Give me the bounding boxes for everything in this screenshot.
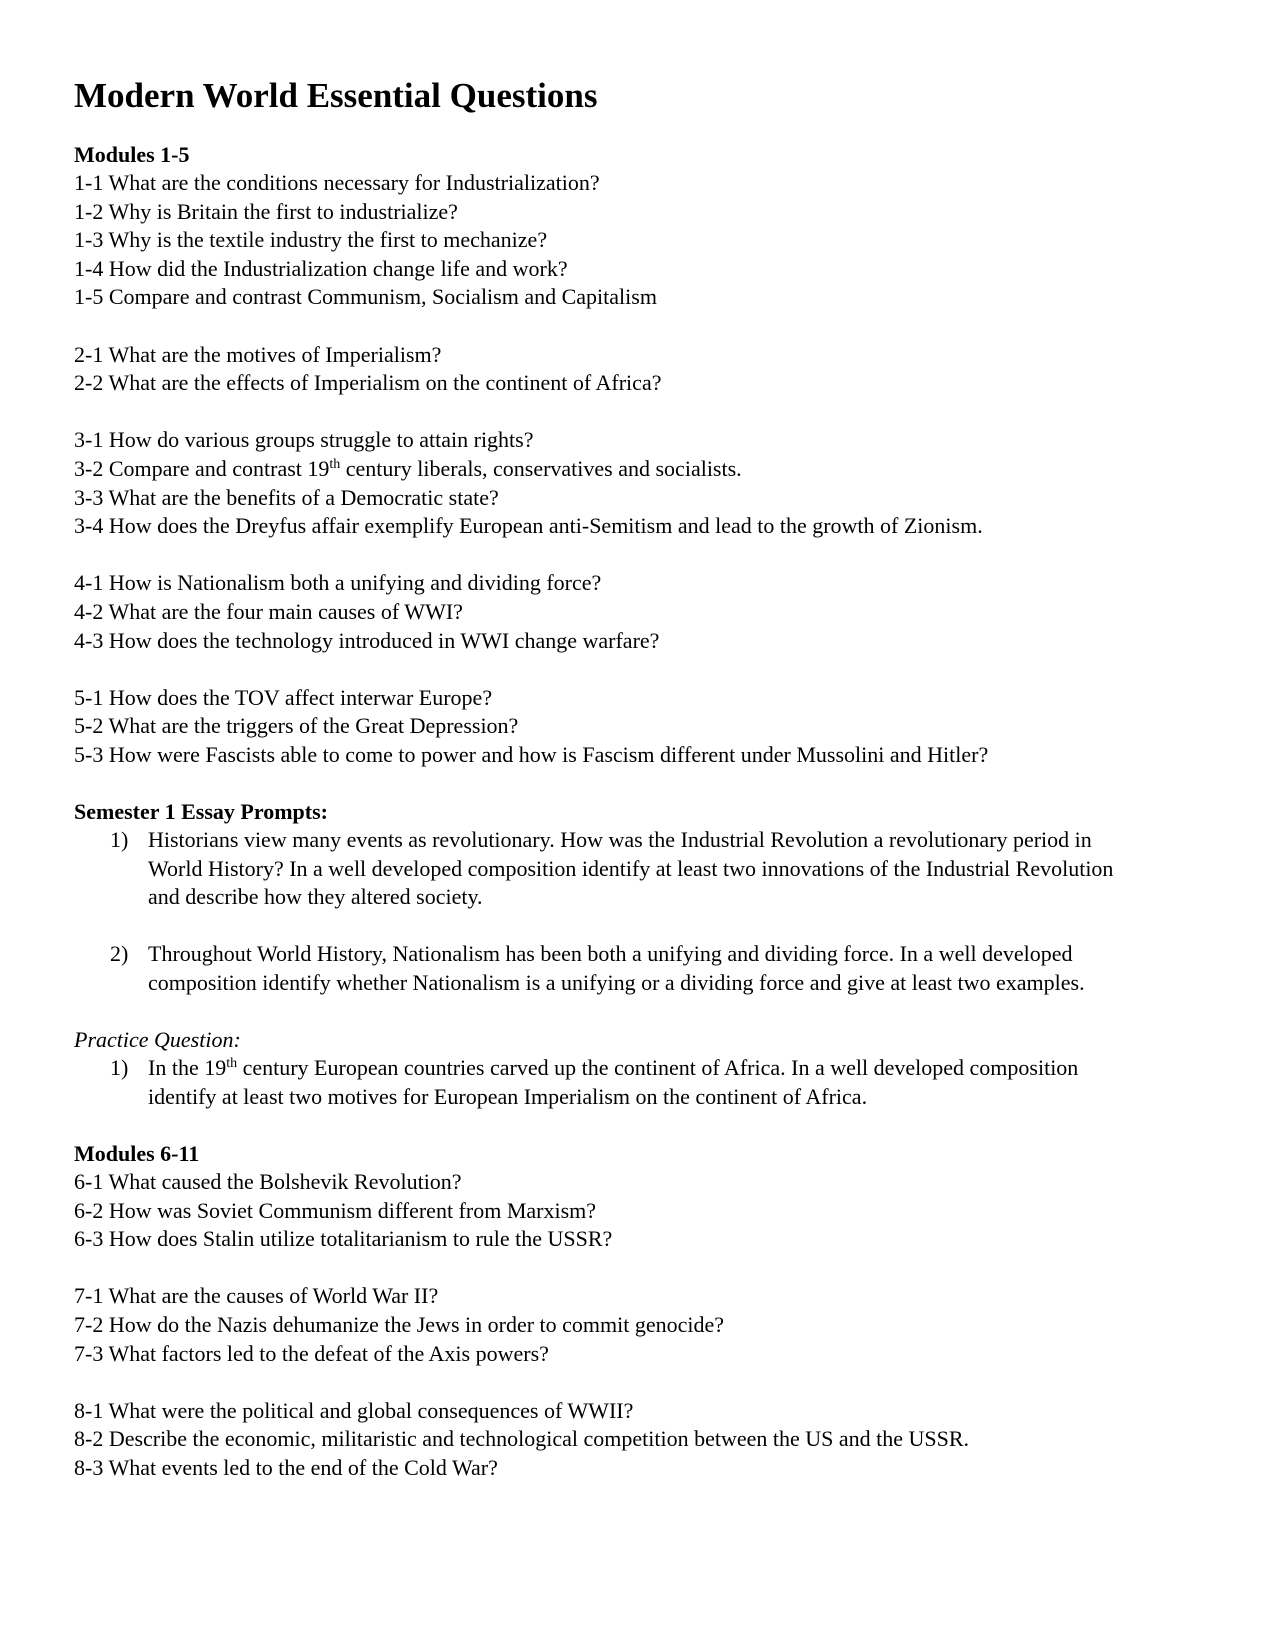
ordinal-superscript: th — [329, 456, 341, 472]
question-group-6 — [74, 1168, 1214, 1254]
question-number: 4-3 — [74, 627, 104, 653]
essay-prompt-row — [74, 826, 1214, 912]
question-text: What are the benefits of a Democratic state? — [108, 484, 499, 510]
question-number: 1-5 — [74, 284, 104, 310]
essay-prompt-row — [74, 940, 1214, 997]
prompt-number-cell — [74, 1054, 148, 1111]
question-group-8 — [74, 1397, 1214, 1483]
question-text: How does the TOV affect interwar Europe? — [108, 684, 493, 710]
question-text: How does the technology introduced in WWI change warfare? — [108, 627, 660, 653]
question-number: 3-1 — [74, 427, 104, 453]
question-number: 4-2 — [74, 598, 104, 624]
prompt-text-start: In the 19 — [148, 1055, 227, 1081]
question-group-1 — [74, 169, 1214, 312]
question-text: What caused the Bolshevik Revolution? — [108, 1169, 462, 1194]
question-item — [74, 569, 1214, 598]
question-text: What are the motives of Imperialism? — [108, 341, 442, 367]
question-text: How is Nationalism both a unifying and dividing force? — [108, 570, 602, 596]
question-number: 1-3 — [74, 227, 104, 253]
prompt-number: 2) — [110, 941, 129, 967]
question-item — [74, 627, 1214, 656]
question-number: 6-3 — [74, 1226, 104, 1252]
question-number: 6-1 — [74, 1169, 104, 1194]
practice-prompt-row — [74, 1054, 1214, 1111]
question-number: 2-2 — [74, 370, 104, 396]
question-text: What factors led to the defeat of the Axis powers? — [108, 1340, 549, 1366]
essay-prompt-2 — [74, 940, 1214, 997]
question-number: 7-3 — [74, 1340, 104, 1366]
question-item — [74, 1311, 1214, 1340]
question-text: What are the conditions necessary for Industrialization? — [108, 170, 600, 195]
question-group-3 — [74, 426, 1214, 540]
question-text: How do the Nazis dehumanize the Jews in order to commit genocide? — [108, 1311, 725, 1337]
question-item — [74, 1282, 1214, 1311]
page-title: Modern World Essential Questions — [74, 76, 598, 115]
prompt-text-continued: century European countries carved up the continent of Africa. In a well developed composition identify at least two motives for European Imperialism on the continent of Africa. — [148, 1055, 1079, 1109]
question-number: 6-2 — [74, 1197, 104, 1223]
essay-prompt-1 — [74, 826, 1214, 912]
question-number: 7-2 — [74, 1311, 104, 1337]
question-number: 1-4 — [74, 255, 104, 281]
question-item — [74, 741, 1214, 770]
question-text: What were the political and global consequences of WWII? — [108, 1397, 634, 1423]
question-text: What are the four main causes of WWI? — [108, 598, 463, 624]
question-number: 4-1 — [74, 570, 104, 596]
question-number: 5-1 — [74, 684, 104, 710]
question-item — [74, 226, 1214, 255]
question-number: 5-2 — [74, 713, 104, 739]
question-item — [74, 1197, 1214, 1226]
question-text: What are the triggers of the Great Depression? — [108, 713, 519, 739]
question-text-continued: century liberals, conservatives and socialists. — [340, 455, 742, 481]
question-item — [74, 283, 1214, 312]
question-item — [74, 455, 1214, 484]
question-item — [74, 598, 1214, 627]
question-text: What are the effects of Imperialism on the continent of Africa? — [108, 370, 662, 396]
question-item — [74, 684, 1214, 713]
question-text: What events led to the end of the Cold War? — [108, 1454, 498, 1480]
question-item — [74, 484, 1214, 513]
prompt-number-cell — [74, 826, 148, 912]
question-text: Compare and contrast 19 — [108, 455, 330, 481]
practice-prompt — [74, 1054, 1214, 1111]
practice-question-heading: Practice Question: — [74, 1027, 241, 1053]
question-text: Compare and contrast Communism, Socialism and Capitalism — [108, 284, 657, 310]
question-item — [74, 1397, 1214, 1426]
question-number: 2-1 — [74, 341, 104, 367]
section-heading-modules-6-11: Modules 6-11 — [74, 1141, 200, 1166]
question-text: Describe the economic, militaristic and technological competition between the US and the USSR. — [108, 1426, 970, 1452]
section-heading-essay-prompts: Semester 1 Essay Prompts: — [74, 799, 328, 825]
prompt-number: 1) — [110, 827, 129, 853]
question-item — [74, 1340, 1214, 1369]
prompt-text — [148, 1054, 1148, 1111]
question-number: 8-1 — [74, 1397, 104, 1423]
question-item — [74, 369, 1214, 398]
question-number: 1-1 — [74, 170, 104, 195]
question-number: 5-3 — [74, 741, 104, 767]
question-number: 7-1 — [74, 1283, 104, 1309]
section-heading-modules-1-5: Modules 1-5 — [74, 142, 190, 167]
question-text: How was Soviet Communism different from Marxism? — [108, 1197, 597, 1223]
prompt-text: Historians view many events as revolutionary. How was the Industrial Revolution a revolutionary period in World History? In a well developed composition identify at least two innovations of the Industrial Revolution and describe how they altered society. — [148, 827, 1114, 910]
question-text: How does Stalin utilize totalitarianism to rule the USSR? — [108, 1226, 613, 1252]
question-group-5 — [74, 684, 1214, 770]
question-item — [74, 1168, 1214, 1197]
question-text: Why is the textile industry the first to mechanize? — [108, 227, 548, 253]
question-item — [74, 1225, 1214, 1254]
question-item — [74, 1425, 1214, 1454]
question-group-7 — [74, 1282, 1214, 1368]
prompt-number-cell — [74, 940, 148, 997]
question-number: 8-3 — [74, 1454, 104, 1480]
document-page — [74, 72, 1214, 1483]
question-item — [74, 169, 1214, 198]
question-item — [74, 341, 1214, 370]
question-text: Why is Britain the first to industrialize? — [108, 198, 458, 224]
question-item — [74, 426, 1214, 455]
question-item — [74, 512, 1214, 541]
question-text: How were Fascists able to come to power and how is Fascism different under Mussolini and Hitler? — [108, 741, 989, 767]
question-number: 3-4 — [74, 513, 104, 539]
question-item — [74, 198, 1214, 227]
question-item — [74, 712, 1214, 741]
prompt-number: 1) — [110, 1055, 129, 1081]
question-text: How does the Dreyfus affair exemplify European anti-Semitism and lead to the growth of Zionism. — [108, 513, 983, 539]
question-text: How do various groups struggle to attain rights? — [108, 427, 534, 453]
prompt-text: Throughout World History, Nationalism has been both a unifying and dividing force. In a well developed composition identify whether Nationalism is a unifying or a dividing force and give at least two examples. — [148, 941, 1085, 996]
question-number: 1-2 — [74, 198, 104, 224]
question-number: 8-2 — [74, 1426, 104, 1452]
question-item — [74, 255, 1214, 284]
question-text: What are the causes of World War II? — [108, 1283, 439, 1309]
question-item — [74, 1454, 1214, 1483]
question-number: 3-2 — [74, 455, 104, 481]
question-group-4 — [74, 569, 1214, 655]
question-group-2 — [74, 341, 1214, 398]
ordinal-superscript: th — [226, 1056, 238, 1072]
question-number: 3-3 — [74, 484, 104, 510]
question-text: How did the Industrialization change life and work? — [108, 255, 568, 281]
